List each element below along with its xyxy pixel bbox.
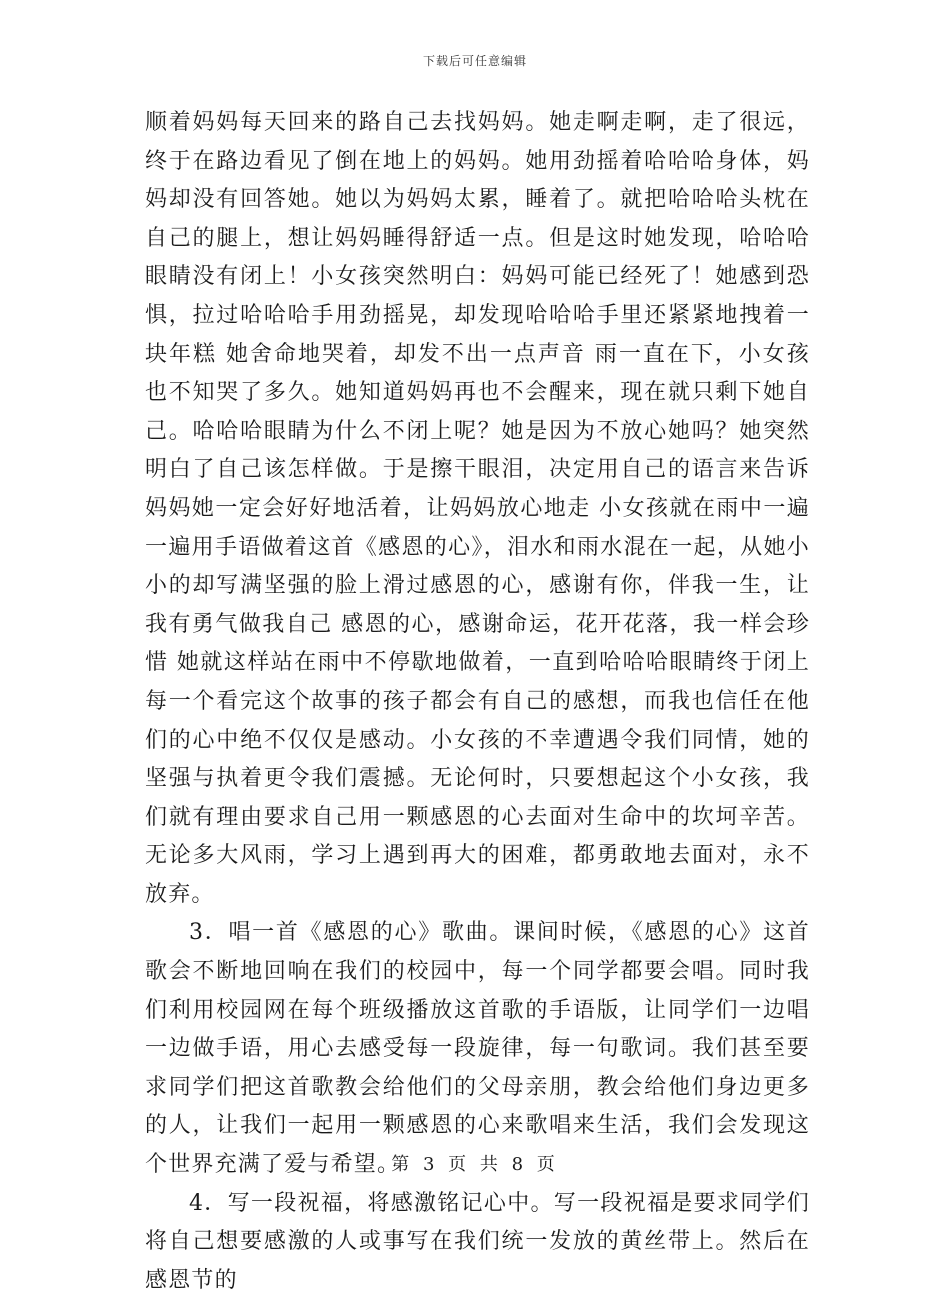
page-header: 下载后可任意编辑: [422, 54, 527, 68]
paragraph-story: 顺着妈妈每天回来的路自己去找妈妈。她走啊走啊，走了很远，终于在路边看见了倒在地上的妈妈。她用劲摇着哈哈哈身体，妈妈却没有回答她。她以为妈妈太累，睡着了。就把哈哈哈头枕在自己的腿上，想让妈妈睡得舒适一点。但是这时她发现，哈哈哈眼睛没有闭上！小女孩突然明白：妈妈可能已经死了！她感到恐惧，拉过哈哈哈手用劲摇晃，却发现哈哈哈手里还紧紧地拽着一块年糕 她舍命地哭着，却发不出一点声音 雨一直在下，小女孩也不知哭了多久。她知道妈妈再也不会醒来，现在就只剩下她自己。哈哈哈眼睛为什么不闭上呢？她是因为不放心她吗？她突然明白了自己该怎样做。于是擦干眼泪，决定用自己的语言来告诉妈妈她一定会好好地活着，让妈妈放心地走 小女孩就在雨中一遍一遍用手语做着这首《感恩的心》，泪水和雨水混在一起，从她小小的却写满坚强的脸上滑过感恩的心，感谢有你，伴我一生，让我有勇气做我自己 感恩的心，感谢命运，花开花落，我一样会珍惜 她就这样站在雨中不停歇地做着，一直到哈哈哈眼睛终于闭上每一个看完这个故事的孩子都会有自己的感想，而我也信任在他们的心中绝不仅仅是感动。小女孩的不幸遭遇令我们同情，她的坚强与执着更令我们震撼。无论何时，只要想起这个小女孩，我们就有理由要求自己用一颗感恩的心去面对生命中的坎坷辛苦。无论多大风雨，学习上遇到再大的困难，都勇敢地去面对，永不放弃。: [145, 110, 810, 907]
document-body: [145, 104, 810, 1300]
paragraph-item-3: 3．唱一首《感恩的心》歌曲。课间时候，《感恩的心》这首歌会不断地回响在我们的校园中，每一个同学都要会唱。同时我们利用校园网在每个班级播放这首歌的手语版，让同学们一边唱一边做手语，用心去感受每一段旋律，每一句歌词。我们甚至要求同学们把这首歌教会给他们的父母亲朋，教会给他们身边更多的人，让我们一起用一颗感恩的心来歌唱来生活，我们会发现这个世界充满了爱与希望。: [145, 920, 810, 1178]
page-number-footer: 第 3 页 共 8 页: [391, 1154, 559, 1175]
paragraph-item-4: 4．写一段祝福，将感激铭记心中。写一段祝福是要求同学们将自己想要感激的人或事写在我们统一发放的黄丝带上。然后在感恩节的: [145, 1190, 810, 1293]
